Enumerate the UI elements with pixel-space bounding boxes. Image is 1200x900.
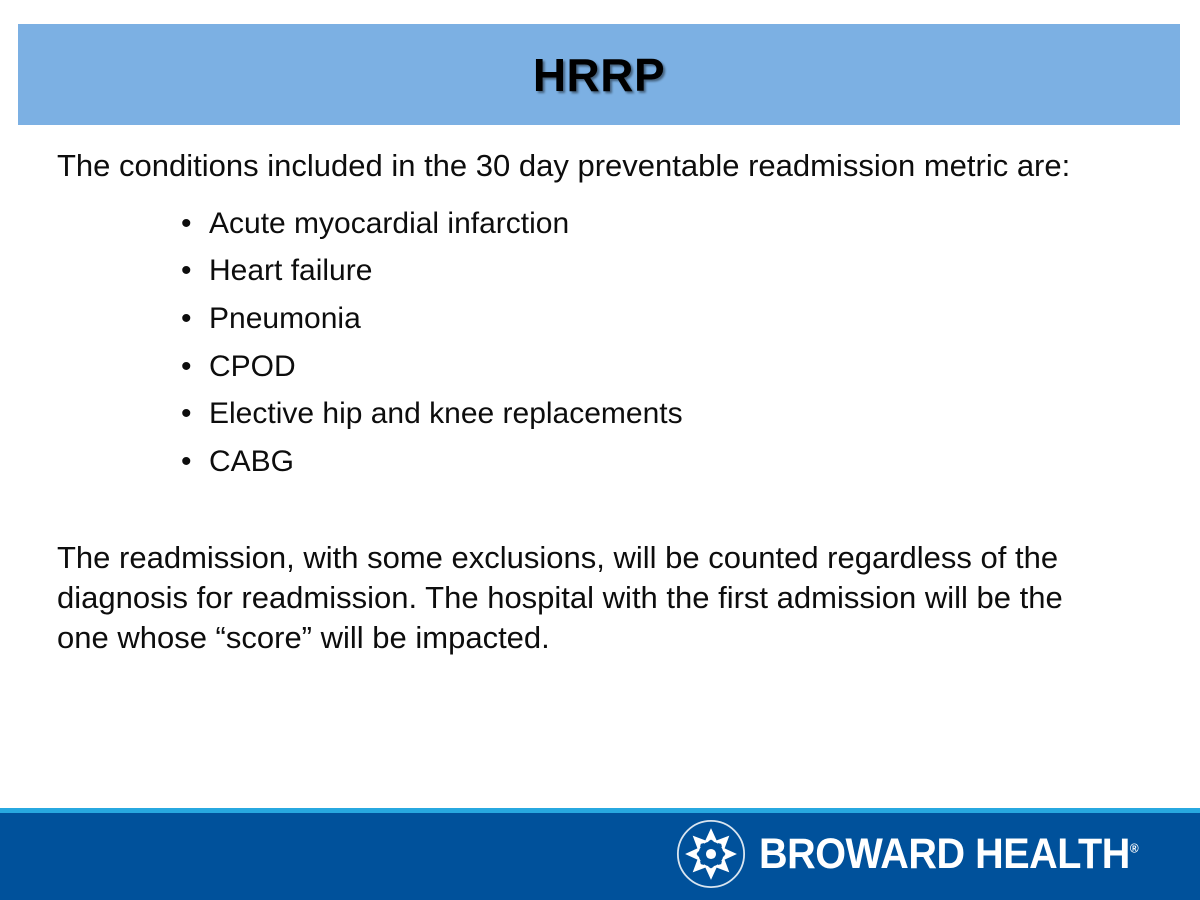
list-item — [181, 247, 1127, 295]
list-item — [181, 390, 1127, 438]
registered-mark: ® — [1130, 840, 1139, 856]
list-item-label: CPOD — [209, 349, 296, 383]
list-item-label: Pneumonia — [209, 302, 361, 336]
list-item — [181, 200, 1127, 248]
list-item-label: Acute myocardial infarction — [209, 206, 570, 240]
conditions-list — [57, 200, 1127, 486]
list-item-label: Heart failure — [209, 254, 373, 288]
slide-body — [57, 146, 1127, 659]
brand-name-text: BROWARD HEALTH — [759, 829, 1131, 878]
list-item — [181, 438, 1127, 486]
brand-wordmark — [759, 829, 1139, 878]
bullet-icon: • — [181, 302, 192, 336]
brand-logo-lockup — [675, 818, 1172, 890]
broward-health-starburst-icon — [675, 818, 747, 890]
slide-footer — [0, 808, 1200, 900]
list-item — [181, 343, 1127, 391]
bullet-icon: • — [181, 206, 192, 240]
list-item — [181, 295, 1127, 343]
list-item-label: CABG — [209, 445, 295, 479]
closing-paragraph: The readmission, with some exclusions, will be counted regardless of the diagnosis for readmission. The hospital with the first admission will be the one whose “score” will be impacted. — [57, 539, 1063, 656]
bullet-icon: • — [181, 445, 192, 479]
bullet-icon: • — [181, 397, 192, 431]
page-title: HRRP — [532, 48, 666, 101]
slide-title-band — [18, 24, 1180, 125]
bullet-icon: • — [181, 349, 192, 383]
list-item-label: Elective hip and knee replacements — [209, 397, 683, 431]
intro-paragraph: The conditions included in the 30 day preventable readmission metric are: — [57, 148, 1071, 183]
bullet-icon: • — [181, 254, 192, 288]
